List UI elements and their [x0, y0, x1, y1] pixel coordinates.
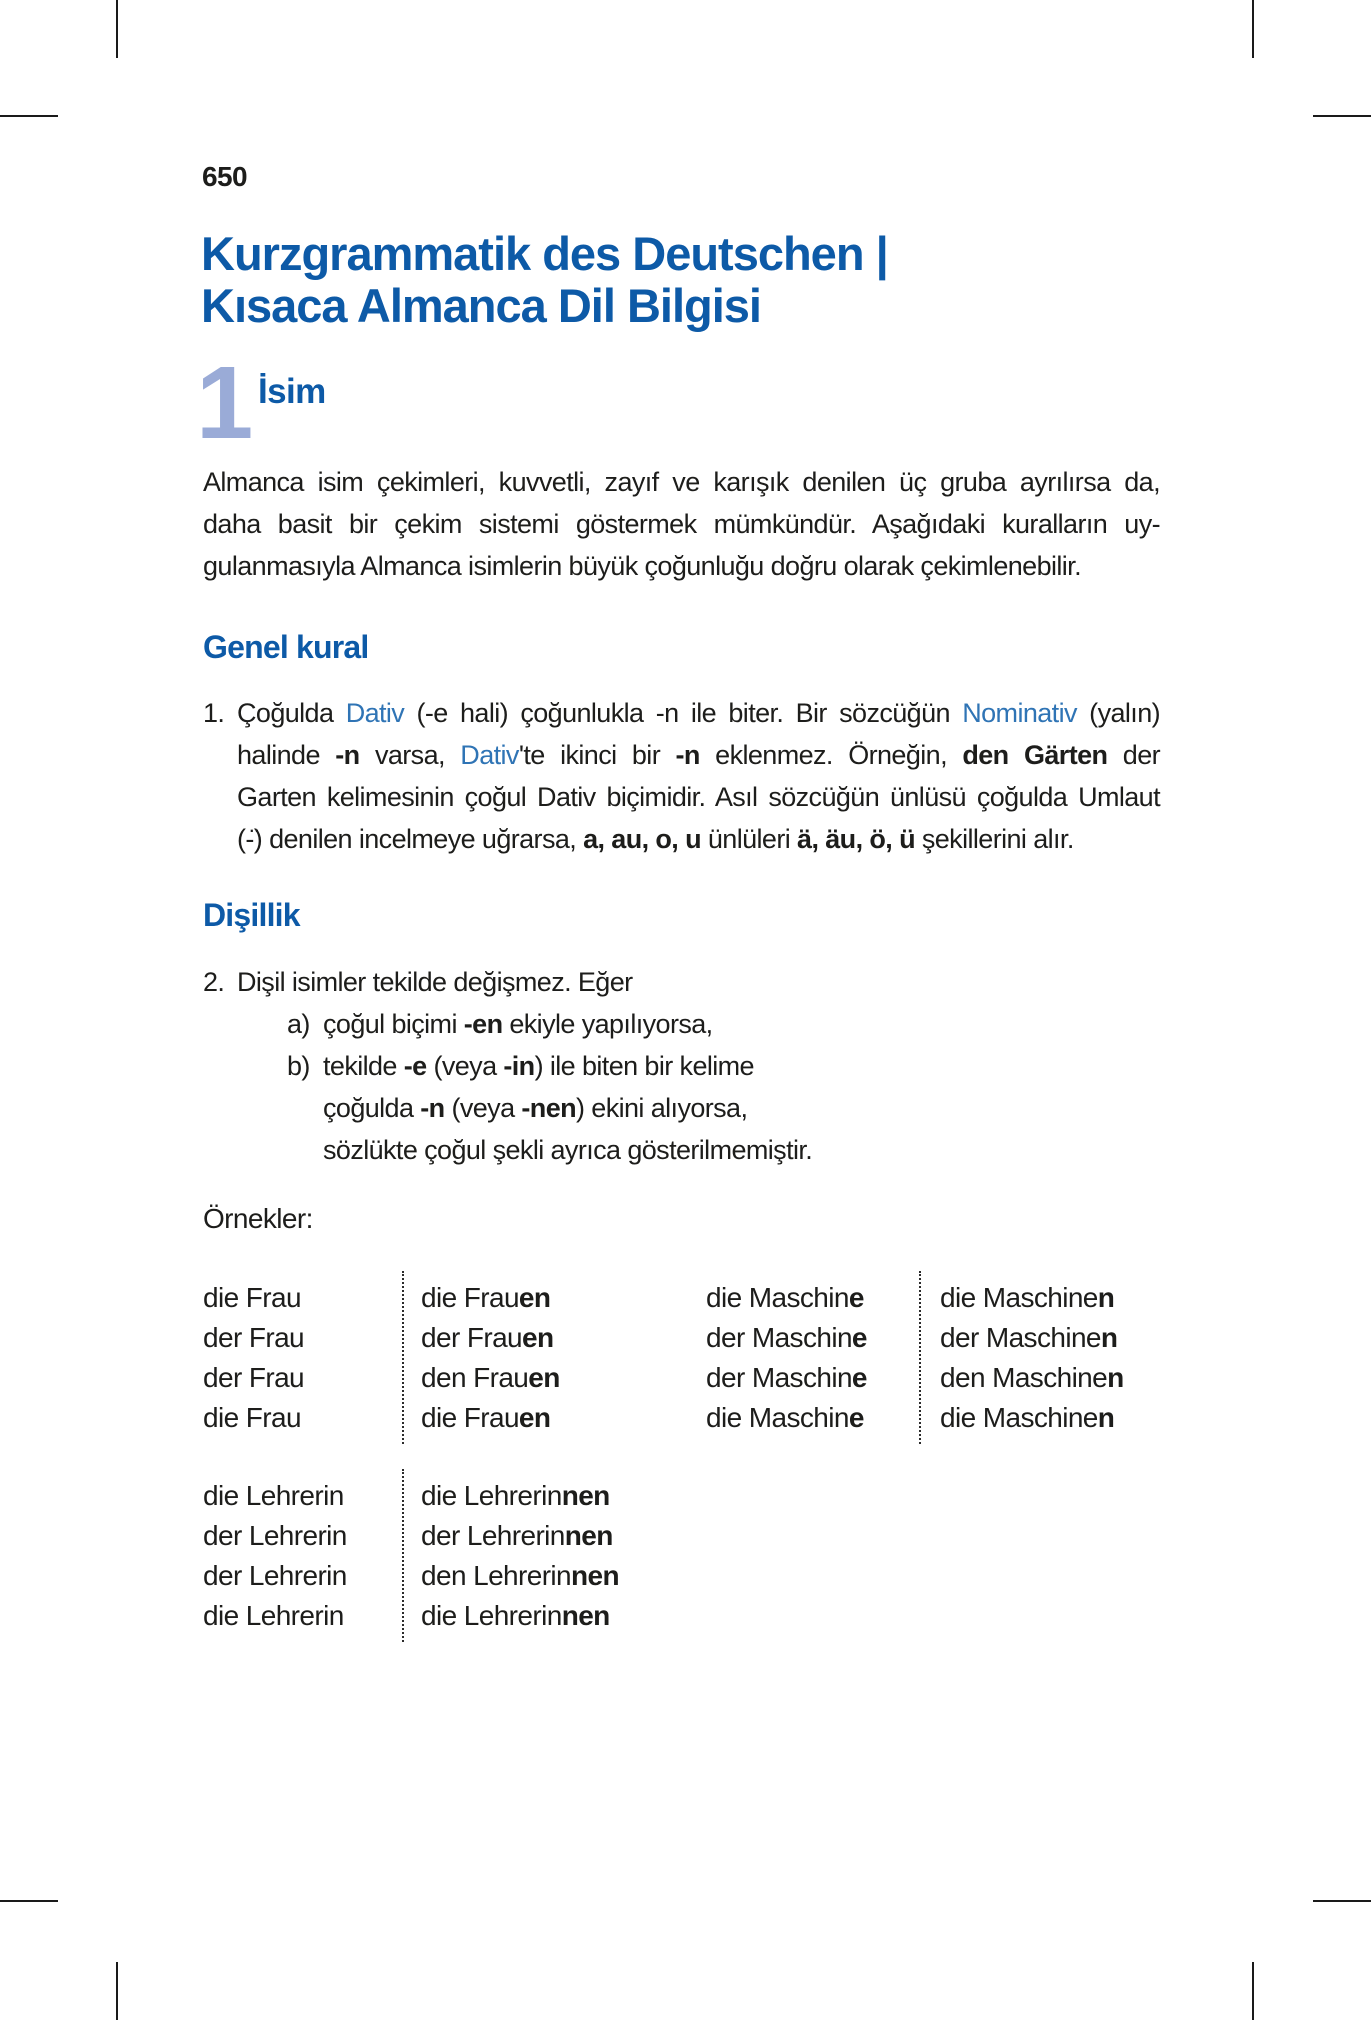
intro-paragraph [203, 461, 1160, 587]
rule-item-1-body [237, 692, 1160, 860]
section-number: 1 [196, 345, 253, 460]
intro-line: Almanca isim çekimleri, kuvvetli, zayıf ve karışık denilen üç gruba ayrılırsa da, [203, 467, 1160, 497]
table-cell: der Lehrerin [203, 1560, 347, 1591]
table-cell: die Maschinen [940, 1402, 1115, 1433]
table-cell: die Lehrerinnen [421, 1480, 610, 1511]
crop-mark-top-left-horizontal [0, 115, 58, 117]
crop-mark-top-right-horizontal [1313, 115, 1371, 117]
subheading-genel-kural: Genel kural [203, 629, 369, 665]
column-frau-plural [402, 1271, 706, 1444]
crop-mark-bottom-right-horizontal [1313, 1900, 1371, 1902]
table-cell: der Frau [203, 1322, 305, 1353]
table-cell: der Frauen [421, 1322, 554, 1353]
intro-line: gulanmasıyla Almanca isimlerin büyük çoğunluğu doğru olarak çekimlenebilir. [203, 551, 1081, 581]
table-cell: die Maschine [706, 1282, 864, 1313]
table-cell: die Frauen [421, 1282, 551, 1313]
table-cell: der Frau [203, 1362, 305, 1393]
crop-mark-top-left-vertical [116, 0, 118, 58]
table-cell: den Maschinen [940, 1362, 1124, 1393]
table-cell: die Lehrerin [203, 1480, 344, 1511]
rule-item-1-number: 1. [203, 698, 225, 728]
column-maschine-plural [919, 1271, 1171, 1444]
column-lehrerin-plural [402, 1469, 706, 1642]
table-cell: die Lehrerinnen [421, 1600, 610, 1631]
crop-mark-bottom-left-horizontal [0, 1900, 58, 1902]
rule-line: halinde -n varsa, Dativ'te ikinci bir -n eklenmez. Örneğin, den Gärten der [237, 740, 1161, 770]
rule-subitem-a-marker: a) [287, 1009, 310, 1039]
table-cell: der Maschine [706, 1322, 867, 1353]
table-cell: die Frauen [421, 1402, 551, 1433]
rule-line: çoğulda -n (veya -nen) ekini alıyorsa, [323, 1093, 748, 1123]
rule-line: tekilde -e (veya -in) ile biten bir kelime [323, 1051, 754, 1081]
column-frau-singular [203, 1271, 402, 1444]
rule-subitem-b-continuation [323, 1087, 1160, 1129]
subheading-disillik: Dişillik [203, 897, 300, 933]
rule-item-2-number: 2. [203, 967, 225, 997]
table-cell: der Lehrerin [203, 1520, 347, 1551]
table-cell: der Maschinen [940, 1322, 1118, 1353]
chapter-title-turkish: Kısaca Almanca Dil Bilgisi [201, 279, 761, 332]
column-lehrerin-singular [203, 1469, 402, 1642]
intro-line: daha basit bir çekim sistemi göstermek mümkündür. Aşağıdaki kuralların uy- [203, 509, 1160, 539]
rule-item-2-body [237, 961, 1160, 1171]
chapter-title-german: Kurzgrammatik des Deutschen | [201, 227, 888, 280]
rule-item-1 [203, 692, 1160, 860]
chapter-title [201, 228, 888, 332]
rule-line: çoğul biçimi -en ekiyle yapılıyorsa, [323, 1009, 713, 1039]
rule-subitem-b-continuation [323, 1129, 1160, 1171]
table-cell: die Maschine [706, 1402, 864, 1433]
page-number: 650 [202, 161, 247, 192]
crop-mark-bottom-left-vertical [116, 1962, 118, 2020]
rule-subitem-b [287, 1045, 1160, 1087]
examples-label: Örnekler: [203, 1203, 313, 1234]
rule-subitem-a [287, 1003, 1160, 1045]
table-cell: die Frau [203, 1402, 301, 1433]
rule-item-2 [203, 961, 1160, 1171]
section-heading: İsim [258, 372, 326, 411]
declension-table-frau-maschine [203, 1271, 1171, 1444]
column-maschine-singular [706, 1271, 919, 1444]
rule-subitem-b-marker: b) [287, 1051, 310, 1081]
rule-line: Çoğulda Dativ (-e hali) çoğunlukla -n ile biter. Bir sözcüğün Nominativ (yalın) [237, 698, 1160, 728]
table-cell: den Lehrerinnen [421, 1560, 620, 1591]
table-cell: der Maschine [706, 1362, 867, 1393]
table-cell: die Frau [203, 1282, 301, 1313]
table-cell: die Lehrerin [203, 1600, 344, 1631]
crop-mark-bottom-right-vertical [1252, 1962, 1254, 2020]
table-cell: die Maschinen [940, 1282, 1115, 1313]
crop-mark-top-right-vertical [1252, 0, 1254, 58]
rule-line: sözlükte çoğul şekli ayrıca gösterilmemiştir. [323, 1135, 813, 1165]
rule-line: Dişil isimler tekilde değişmez. Eğer [237, 967, 633, 997]
table-cell: den Frauen [421, 1362, 560, 1393]
declension-table-lehrerin [203, 1469, 706, 1642]
rule-line: Garten kelimesinin çoğul Dativ biçimidir. Asıl sözcüğün ünlüsü çoğulda Umlaut [237, 782, 1160, 812]
rule-line: (-̈) denilen incelmeye uğrarsa, a, au, o, u ünlüleri ä, äu, ö, ü şekillerini alır. [237, 824, 1074, 854]
table-cell: der Lehrerinnen [421, 1520, 613, 1551]
